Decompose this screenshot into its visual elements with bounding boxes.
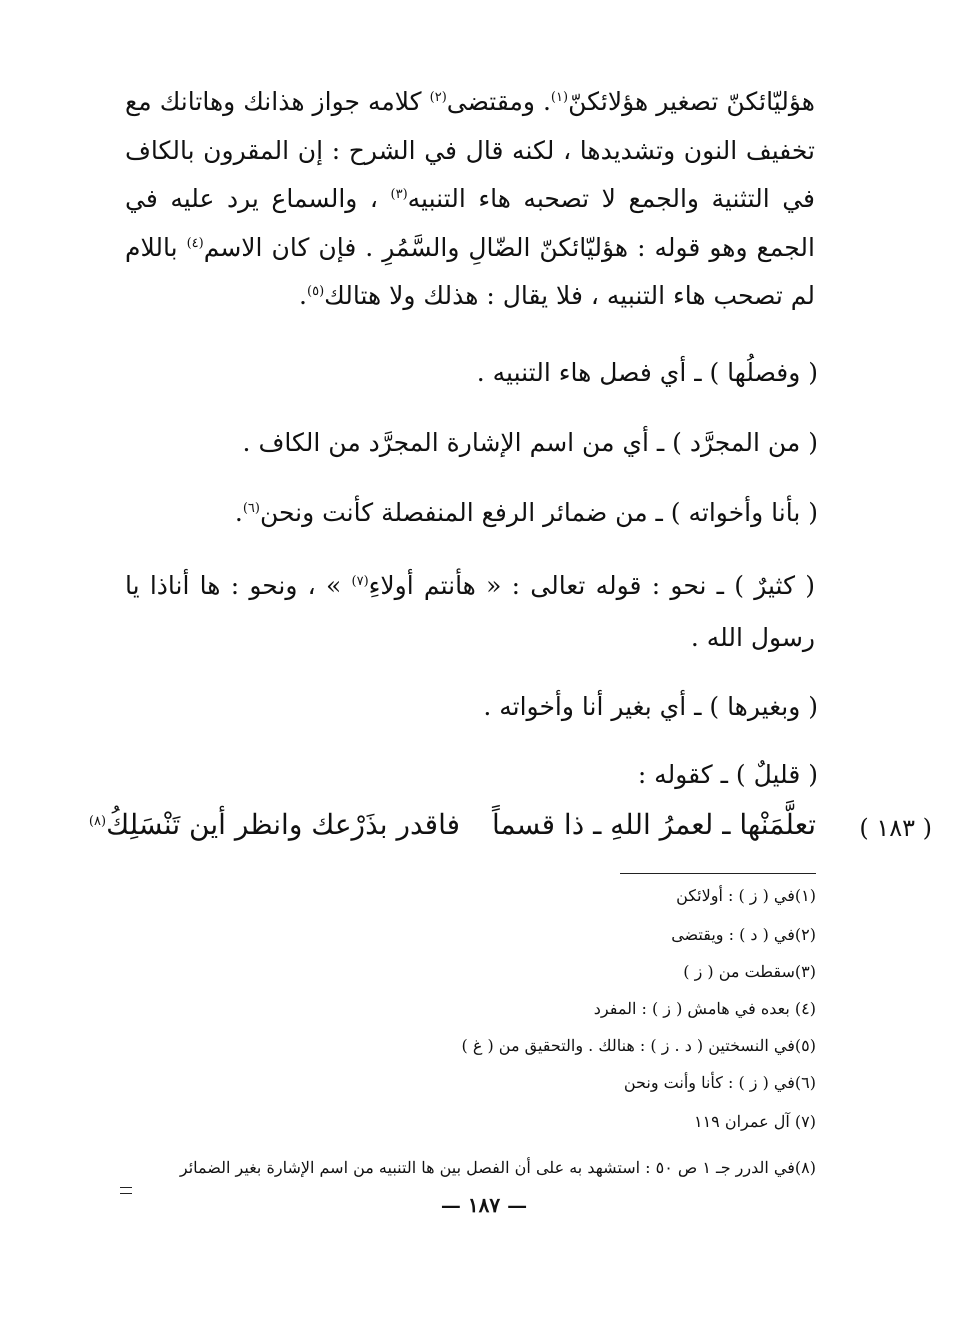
footnote-separator: [620, 873, 816, 874]
footnote-4: (٤) بعده في هامش ( ز ) : المفرد: [593, 999, 816, 1018]
text-span: هؤليّائكنّ تصغير هؤلائكنّ: [568, 87, 815, 116]
footnote-5: (٥)في النسختين ( د . ز ) : هنالك . والتحقيق من ( غ ): [461, 1036, 816, 1055]
footnote-ref-5[interactable]: (٥): [307, 284, 325, 299]
verse-first-hemistich: تعلَّمَنْها ـ لعمرُ اللهِ ـ ذا قسماً: [491, 808, 816, 841]
footnote-ref-2[interactable]: (٢): [429, 90, 447, 105]
footnote-1: (١)في ( ز ) : أولائكن: [676, 886, 816, 905]
footnote-ref-8[interactable]: (٨): [88, 814, 107, 829]
text-span: ، والسماع يرد عليه في الجمع وهو قوله : هؤليّائكنّ الضّالِ والسَّمُرِ . فإن كان الاسم: [125, 184, 815, 262]
footnote-7: (٧) آل عمران ١١٩: [693, 1112, 816, 1131]
text-span: . ومقتضى: [446, 87, 551, 116]
text-span: .: [299, 281, 307, 310]
entry-qalil: ( قليلٌ ) ـ كقوله :: [637, 760, 818, 789]
footnote-ref-1[interactable]: (١): [550, 90, 569, 105]
footnote-6: (٦)في ( ز ) : كأنا وأنت ونحن: [623, 1073, 816, 1092]
text-span: كلامه جواز هذانك وهاتانك مع تخفيف النون وتشديدها ، لكنه قال في الشرح : إن المقرون بالكاف في التثنية والجمع لا تصحبه هاء التنبيه: [125, 87, 815, 213]
entry-wafasluha: ( وفصلُها ) ـ أي فصل هاء التنبيه .: [476, 358, 818, 387]
paragraph-text: [125, 78, 815, 321]
entry-bi-ana: [198, 488, 818, 538]
main-paragraph: [125, 78, 815, 321]
footnote-ref-4[interactable]: (٤): [186, 235, 204, 251]
footnote-8: (٨)في الدرر جـ ١ ص ٥٠ : استشهد به على أن الفصل بين ها التنبيه من اسم الإشارة بغير الضمائر: [179, 1158, 816, 1177]
text-span: فاقدر بذَرْعك وانظر أين تَنْسَلِكُ: [106, 808, 460, 841]
text-span: ( كثيرٌ ) ـ نحو : قوله تعالى : « هأنتم أولاءِ: [368, 571, 815, 600]
entry-kathir: [125, 560, 815, 664]
verse-number: ( ١٨٣ ): [859, 814, 932, 842]
verse-second-hemistich: [89, 808, 460, 841]
footnote-ref-6[interactable]: (٦): [242, 501, 260, 516]
text-span: باللام لم تصحب هاء التنبيه ، فلا يقال : هذلك ولا هتالك: [125, 232, 815, 310]
footnote-ref-7[interactable]: (٧): [351, 574, 369, 589]
text-span: » ، ونحو : ها أناذا يا رسول الله .: [125, 571, 815, 652]
text-span: .: [234, 498, 243, 527]
entry-min-almujarrad: ( من المجرَّد ) ـ أي من اسم الإشارة المجرَّد من الكاف .: [242, 428, 818, 457]
footnote-ref-3[interactable]: (٣): [390, 187, 408, 202]
footnote-2: (٢)في ( د ) : ويقتضى: [671, 925, 816, 944]
text-span: ( بأنا وأخواته ) ـ من ضمائر الرفع المنفصلة كأنت ونحن: [259, 498, 818, 527]
entry-wabighayriha: ( وبغيرها ) ـ أي بغير أنا وأخواته .: [483, 692, 818, 721]
footnote-3: (٣)سقطت من ( ز ): [683, 962, 816, 981]
page-number: — ١٨٧ —: [440, 1193, 528, 1217]
